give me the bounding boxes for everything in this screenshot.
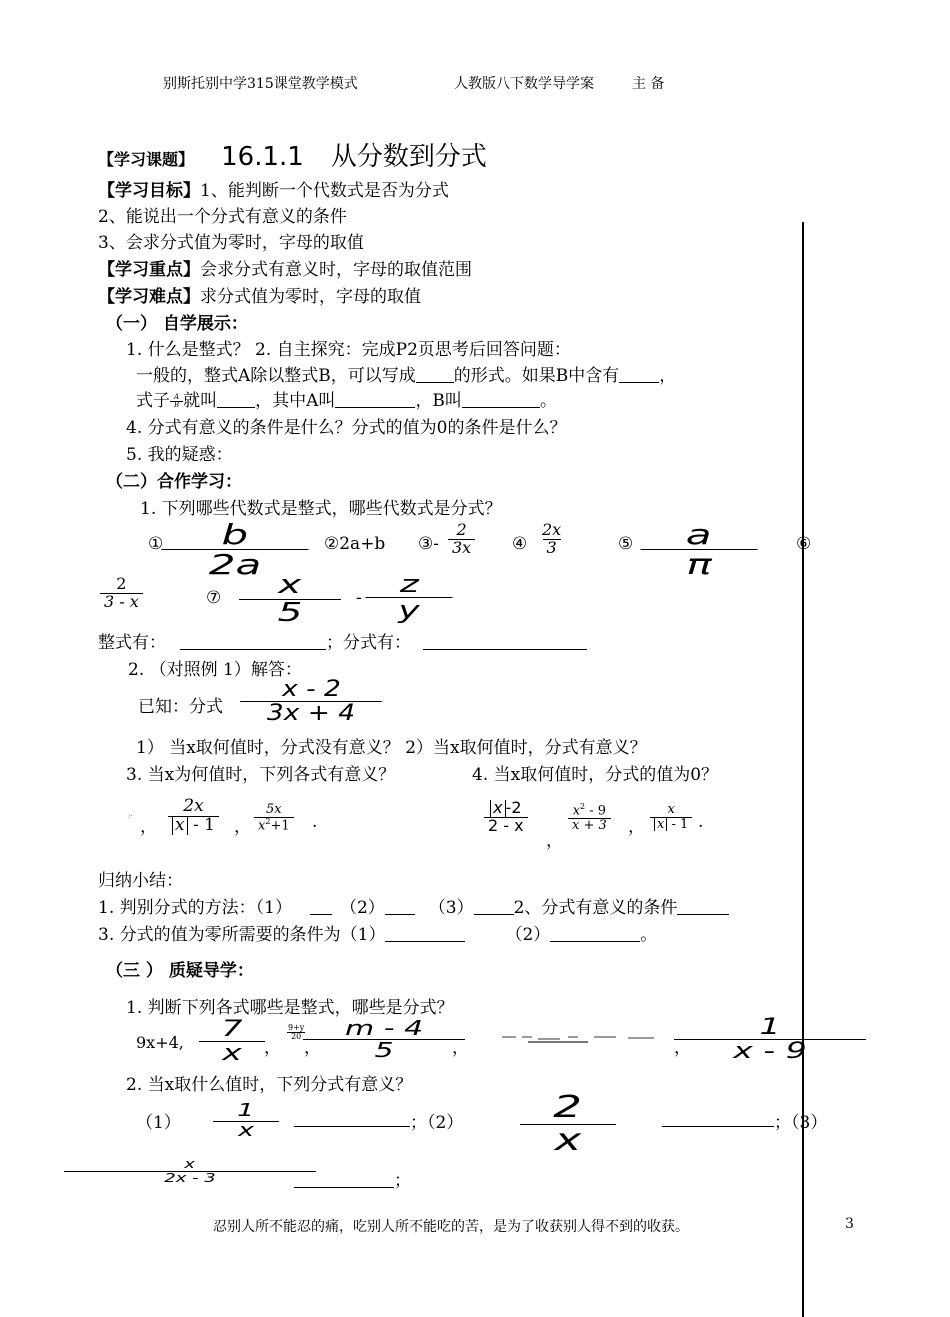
- expr-2-over-x: $\frac{2}{x}$: [536, 1092, 600, 1156]
- part3-p3: ；（3）: [774, 1113, 828, 1133]
- expr-2x-over-absx-minus-1: $\frac{2x}{x - 1}$: [168, 798, 219, 835]
- fraction-a-over-b: $\frac{A}{B}$: [170, 394, 183, 410]
- expr-absx-minus-2-over-2-minus-x: $\frac{x -2}{2 - x}$: [484, 800, 528, 835]
- goals-line: [98, 176, 449, 201]
- part3-comma-1: ，: [264, 1038, 281, 1058]
- topic-number: 16.1.1: [221, 142, 304, 172]
- topic-line: [98, 136, 487, 173]
- difficulty-line: [98, 282, 421, 307]
- expr-2-over-3x: $\frac{2}{3x}$: [448, 522, 475, 557]
- q3-text-b: 就叫: [183, 391, 218, 411]
- summary-2c: 。: [640, 925, 658, 945]
- blank-zero-2[interactable]: [550, 924, 640, 942]
- goal-3: 3、会求分式值为零时，字母的取值: [98, 233, 364, 253]
- expr-known-fraction: $\frac{x - 2}{3x + 4}$: [252, 678, 370, 725]
- blank-a[interactable]: [335, 390, 415, 408]
- summary-1a: 1. 判别分式的方法：（1）: [98, 898, 292, 918]
- blank-method-3[interactable]: [474, 897, 514, 915]
- part2-q3: 3. 当x为何值时，下列各式有意义？: [126, 765, 396, 785]
- item-5-mark: ⑤: [618, 534, 634, 554]
- difficulty-label: 【学习难点】: [98, 287, 200, 307]
- part2-q2: 2. （对照例 1）解答：: [128, 660, 302, 680]
- part3-comma-2: ，: [304, 1038, 321, 1058]
- blank-name[interactable]: [217, 390, 255, 408]
- key-label: 【学习重点】: [98, 260, 200, 280]
- expr-x-over-absx-minus-1: $\frac{x}{x - 1}$: [650, 803, 692, 831]
- blank-frac[interactable]: [423, 632, 587, 650]
- q3-comma-1: ，: [140, 817, 157, 837]
- topic-label: 【学习课题】: [98, 150, 195, 169]
- goal-2: 2、能说出一个分式有意义的条件: [98, 207, 347, 227]
- expr-5x-over-x2-plus-1: $\frac{5x}{x^2+1}$: [254, 803, 294, 833]
- summary-heading: 归纳小结：: [98, 871, 183, 891]
- part2-q1: 1. 下列哪些代数式是整式，哪些代数式是分式？: [140, 499, 502, 519]
- header-book: 人教版八下数学导学案: [454, 76, 594, 92]
- q4-dot: .: [698, 812, 704, 832]
- summary-line-1: [98, 893, 729, 918]
- q3-text-c: ，其中A叫: [255, 391, 336, 411]
- goal-1: 1、能判断一个代数式是否为分式: [200, 181, 449, 201]
- expr-7-over-x: $\frac{7}{x}$: [210, 1018, 254, 1065]
- q2-text-b: 的形式。如果B中含有: [453, 366, 620, 386]
- blank-part3-1[interactable]: [294, 1110, 410, 1128]
- blank-b[interactable]: [462, 390, 540, 408]
- whole-label: 整式有：: [98, 633, 166, 653]
- summary-1d: 2、分式有意义的条件: [513, 898, 678, 918]
- margin-line: [802, 222, 804, 1317]
- expr-x2-minus-9-over-x-plus-3: $\frac{x^2 - 9}{x + 3}$: [568, 803, 611, 833]
- expr-2-over-3-minus-x: $\frac{2}{3 - x}$: [100, 576, 143, 611]
- q3-comma-2: ，: [234, 817, 251, 837]
- blank-whole[interactable]: [180, 632, 326, 650]
- summary-2b: （2）: [505, 925, 551, 945]
- item-7-mark: ⑦: [206, 588, 222, 608]
- footer-motto: 忍别人所不能忍的痛，吃别人所不能吃的苦，是为了收获别人得不到的收获。: [213, 1219, 689, 1235]
- difficulty-text: 求分式值为零时，字母的取值: [200, 287, 421, 307]
- goals-label: 【学习目标】: [98, 181, 200, 201]
- key-line: [98, 255, 472, 280]
- header-preparer: 主 备: [632, 76, 665, 92]
- blank-part3-2[interactable]: [662, 1110, 774, 1128]
- q3-text-e: 。: [539, 391, 557, 411]
- known-label: 已知：分式: [138, 697, 223, 717]
- blank-part3-3[interactable]: [294, 1170, 394, 1188]
- blurred-expression: [498, 1030, 658, 1044]
- part3-comma-3: ，: [452, 1038, 469, 1058]
- expr-9py-over-20: $\frac{9+y}{20}$: [288, 1023, 305, 1042]
- item-8-mark: -: [356, 588, 362, 608]
- blank-condition[interactable]: [677, 897, 729, 915]
- q3-text-a: 式子: [136, 391, 170, 411]
- part1-q3: [136, 386, 557, 411]
- part3-p2: ；（2）: [410, 1113, 464, 1133]
- part3-p1: （1）: [136, 1113, 181, 1133]
- expr-b-over-2a: $\frac{b}{2a}$: [186, 520, 284, 580]
- topic-title: 从分数到分式: [330, 142, 487, 172]
- part3-semicolon: ；: [394, 1171, 411, 1191]
- item-3-mark: ③-: [418, 534, 439, 554]
- part3-q2: 2. 当x取什么值时，下列分式有意义？: [126, 1075, 413, 1095]
- part2-sub: 1） 当x取何值时，分式没有意义？ 2）当x取何值时，分式有意义？: [136, 738, 647, 758]
- part1-q4: 4. 分式有意义的条件是什么？分式的值为0的条件是什么？: [126, 418, 567, 438]
- part3-heading: （三 ） 质疑导学：: [106, 961, 254, 981]
- expr-z-over-y: $\frac{z}{y}$: [380, 572, 438, 623]
- item-2: ②2a+b: [324, 534, 386, 554]
- part3-expr-1: 9x+4,: [136, 1033, 184, 1052]
- page-number: 3: [845, 1216, 854, 1232]
- faded-expr: :·: [128, 812, 133, 820]
- blank-form[interactable]: [416, 365, 454, 383]
- blank-method-2[interactable]: [385, 897, 415, 915]
- classify-line: [98, 628, 587, 653]
- part3-comma-4: ，: [674, 1038, 691, 1058]
- summary-2a: 3. 分式的值为零所需要的条件为（1）: [98, 925, 386, 945]
- q4-comma-1: ，: [546, 831, 563, 851]
- part1-q2: [136, 361, 676, 386]
- part1-q5: 5. 我的疑惑：: [126, 445, 233, 465]
- header-school: 别斯托别中学315课堂教学模式: [163, 76, 358, 92]
- key-text: 会求分式有意义时，字母的取值范围: [200, 260, 472, 280]
- expr-2x-over-3: $\frac{2x}{3}$: [542, 520, 562, 557]
- summary-line-2: [98, 920, 657, 945]
- blank-contains[interactable]: [619, 365, 659, 383]
- summary-1b: （2）: [339, 898, 385, 918]
- blank-method-1[interactable]: [310, 897, 332, 915]
- expr-1-over-x-minus-9: $\frac{1}{x - 9}$: [706, 1016, 834, 1063]
- part1-q1: 1. 什么是整式？ 2. 自主探究：完成P2页思考后回答问题：: [126, 340, 571, 360]
- q2-text-c: ，: [659, 366, 677, 386]
- expr-m-minus-4-over-5: $\frac{m - 4}{5}$: [330, 1018, 438, 1061]
- q4-comma-2: ，: [628, 817, 645, 837]
- q2-text-a: 一般的，整式A除以整式B，可以写成: [136, 366, 416, 386]
- item-4-mark: ④: [512, 534, 528, 554]
- q3-text-d: ，B叫: [415, 391, 462, 411]
- frac-label: ；分式有：: [326, 633, 411, 653]
- blank-part3-3-wrap: [294, 1166, 411, 1191]
- part2-q4: 4. 当x取何值时，分式的值为0？: [472, 765, 719, 785]
- q3-dot: .: [312, 812, 318, 832]
- blank-zero-1[interactable]: [385, 924, 465, 942]
- part1-heading: （一） 自学展示：: [106, 314, 248, 334]
- part3-q1: 1. 判断下列各式哪些是整式，哪些是分式？: [126, 998, 454, 1018]
- part2-heading: （二）合作学习：: [106, 472, 242, 492]
- expr-x-over-5: $\frac{x}{5}$: [256, 572, 324, 628]
- item-6-mark: ⑥: [796, 534, 812, 554]
- item-1-mark: ①: [148, 534, 164, 554]
- expr-a-over-pi: $\frac{a}{\pi}$: [660, 520, 738, 580]
- summary-1c: （3）: [428, 898, 474, 918]
- expr-1-over-x: $\frac{1}{x}$: [224, 1102, 268, 1141]
- expr-x-over-2x-minus-3: $\frac{x}{2x - 3}$: [106, 1158, 274, 1184]
